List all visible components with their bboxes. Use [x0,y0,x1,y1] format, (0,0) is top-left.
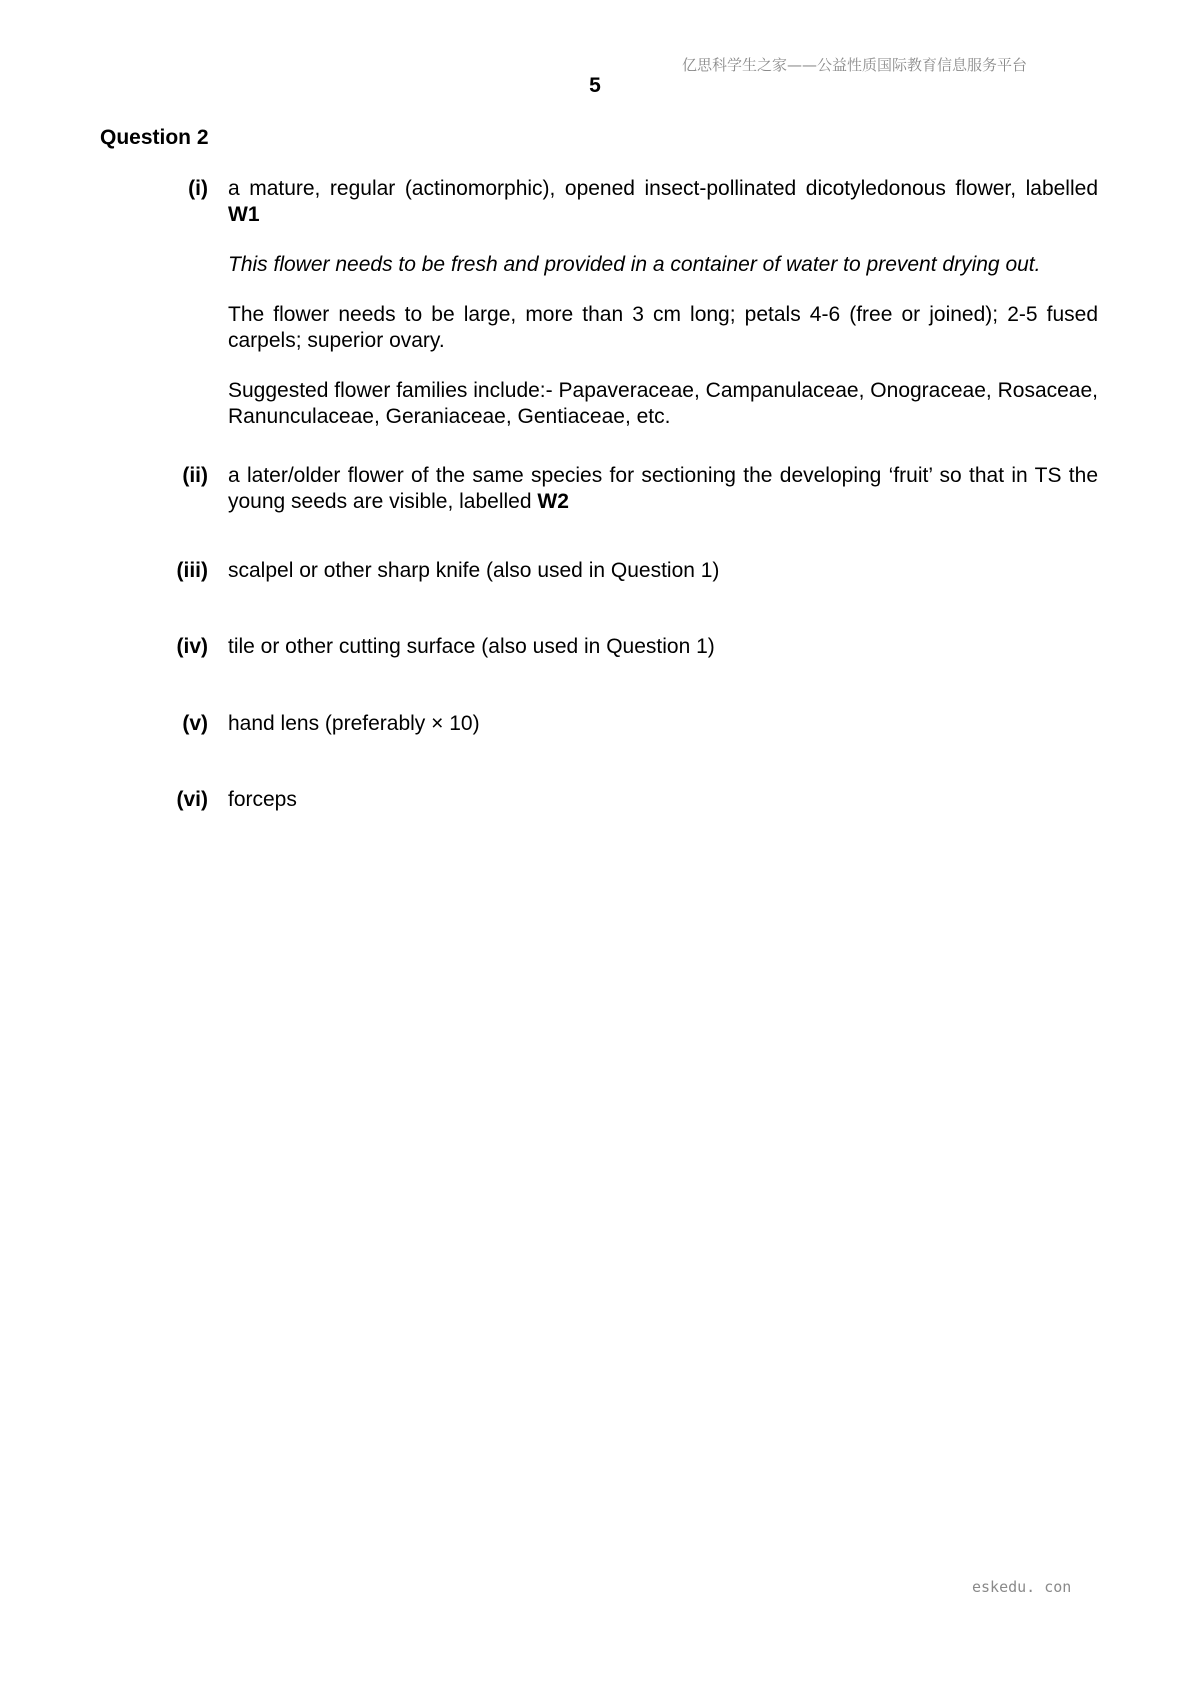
item-label: (iv) [176,635,208,658]
item-i-intro [228,176,1098,228]
item-i-note: This flower needs to be fresh and provided in a container of water to prevent drying out. [228,253,1041,276]
item-ii-text-main: a later/older flower of the same species for sectioning the developing ‘fruit’ so that in TS the young seeds are visible, labelled [228,464,1098,513]
item-label: (vi) [176,788,208,811]
watermark-top: 亿思科学生之家——公益性质国际教育信息服务平台 [682,56,1028,74]
item-label: (v) [182,712,208,735]
page-number: 5 [589,74,601,97]
specimen-label-w1: W1 [228,203,260,226]
item-ii-text [228,463,1098,515]
item-label: (ii) [182,464,208,487]
item-i-intro-text: a mature, regular (actinomorphic), opened insect-pollinated dicotyledonous flower, labelled [228,177,1098,200]
item-body: tile or other cutting surface (also used in Question 1) [228,635,715,658]
item-label: (iii) [176,559,208,582]
item-body: hand lens (preferably × 10) [228,712,480,735]
item-body [228,463,1098,515]
question-title: Question 2 [100,126,209,149]
item-i-detail: The flower needs to be large, more than 3 cm long; petals 4-6 (free or joined); 2-5 fused carpels; superior ovary. [228,303,1098,352]
specimen-label-w2: W2 [537,490,569,513]
watermark-bottom: eskedu. con [972,1578,1072,1596]
item-label: (i) [188,177,208,200]
item-body [228,176,1098,430]
item-i-families: Suggested flower families include:- Papaveraceae, Campanulaceae, Onograceae, Rosaceae, Ranunculaceae, Geraniaceae, Gentiaceae, etc. [228,379,1098,428]
item-body: scalpel or other sharp knife (also used in Question 1) [228,559,720,582]
item-body: forceps [228,788,297,811]
